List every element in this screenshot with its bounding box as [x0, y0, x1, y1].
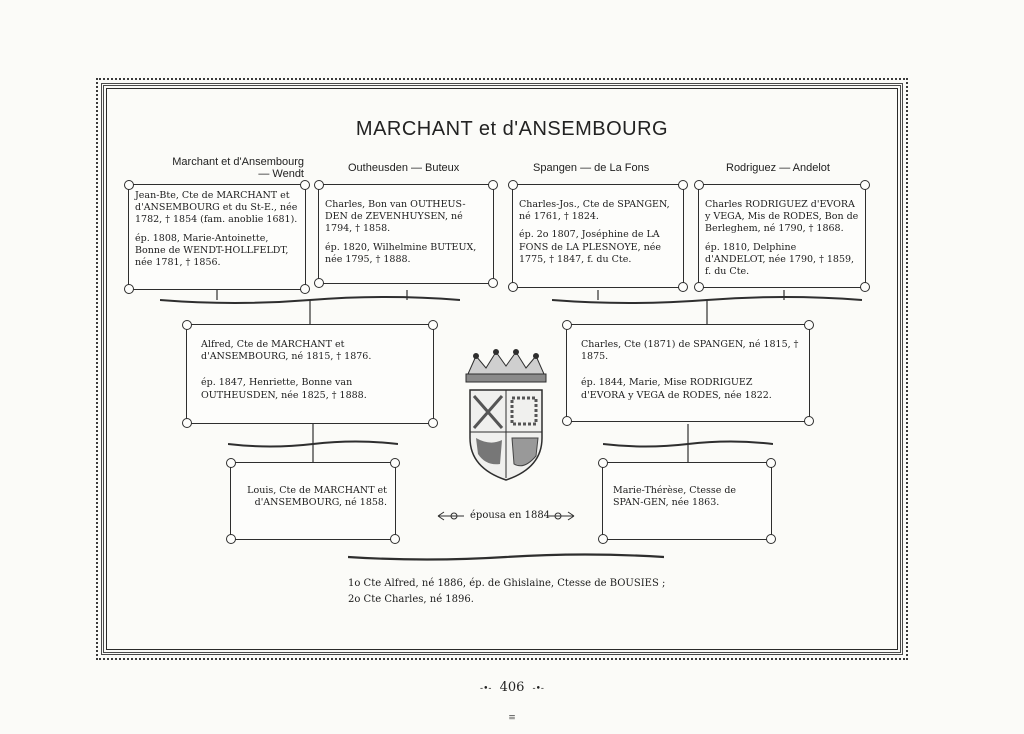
corner-ornament [428, 320, 438, 330]
corner-ornament [390, 534, 400, 544]
genealogy-box-jean-bte-marchant [128, 184, 306, 290]
page-number-line [0, 680, 1024, 695]
genealogy-box-charles-spangen [566, 324, 810, 422]
marriage-entry: ép. 1844, Marie, Mise RODRIGUEZ d'EVORA y VEGA de RODES, née 1822. [581, 377, 772, 401]
lineage-connector-to-louis [228, 424, 398, 462]
corner-ornament [598, 534, 608, 544]
printer-mark-icon: ≡ [508, 713, 516, 723]
genealogy-box-louis-marchant [230, 462, 396, 540]
marriage-entry: ép. 2o 1807, Joséphine de LA FONS de LA PLESNOYE, née 1775, † 1847, f. du Cte. [519, 229, 661, 265]
genealogy-box-charles-jos-spangen [512, 184, 684, 288]
corner-ornament [488, 278, 498, 288]
marriage-entry: ép. 1808, Marie-Antoinette, Bonne de WENDT-HOLLFELDT, née 1781, † 1856. [135, 232, 289, 269]
page-number: 406 [499, 680, 525, 695]
person-entry: Jean-Bte, Cte de MARCHANT et d'ANSEMBOURG et du St-E., née 1782, † 1854 (fam. anoblie 1681). [135, 190, 298, 226]
lineage-connector-to-marie-therese [603, 424, 773, 462]
corner-ornament [226, 534, 236, 544]
genealogy-box-charles-outheusden [318, 184, 494, 284]
column-heading-rodriguez: Rodriguez — Andelot [726, 162, 830, 174]
corner-ornament [300, 180, 310, 190]
corner-ornament [390, 458, 400, 468]
corner-ornament [226, 458, 236, 468]
column-heading-spangen: Spangen — de La Fons [533, 162, 650, 174]
corner-ornament [766, 534, 776, 544]
marriage-note: épousa en 1884 [470, 510, 551, 521]
lineage-connector-right [552, 290, 862, 324]
corner-ornament [694, 180, 704, 190]
genealogy-box-alfred-marchant [186, 324, 434, 424]
person-entry: Alfred, Cte de MARCHANT et d'ANSEMBOURG, né 1815, † 1876. [201, 339, 372, 363]
heading-line-1: Marchant et d'Ansembourg [172, 156, 304, 168]
person-entry: Louis, Cte de MARCHANT et d'ANSEMBOURG, né 1858. [247, 485, 387, 509]
child-entry-charles: 2o Cte Charles, né 1896. [348, 594, 474, 605]
corner-ornament [598, 458, 608, 468]
corner-ornament [182, 320, 192, 330]
corner-ornament [428, 418, 438, 428]
corner-ornament [488, 180, 498, 190]
corner-ornament [508, 282, 518, 292]
corner-ornament [562, 320, 572, 330]
person-entry: Charles RODRIGUEZ d'EVORA y VEGA, Mis de RODES, Bon de Berleghem, né 1790, † 1868. [705, 199, 859, 235]
marriage-entry: ép. 1820, Wilhelmine BUTEUX, née 1795, † 1888. [325, 241, 477, 265]
corner-ornament [182, 418, 192, 428]
corner-ornament [804, 416, 814, 426]
coat-of-arms-emblem [456, 346, 556, 486]
person-entry: Charles-Jos., Cte de SPANGEN, né 1761, † 1824. [519, 199, 670, 223]
page-number-ornament-right: -•- [532, 684, 544, 694]
person-entry: Charles, Cte (1871) de SPANGEN, né 1815, † 1875. [581, 339, 799, 363]
corner-ornament [314, 278, 324, 288]
person-entry: Charles, Bon van OUTHEUS-DEN de ZEVENHUYSEN, né 1794, † 1858. [325, 199, 466, 235]
corner-ornament [124, 284, 134, 294]
marriage-entry: ép. 1847, Henriette, Bonne van OUTHEUSDEN, née 1825, † 1888. [201, 377, 367, 401]
genealogy-box-charles-rodriguez [698, 184, 866, 288]
column-heading-marchant [140, 156, 304, 180]
column-heading-outheusden: Outheusden — Buteux [348, 162, 460, 174]
lineage-connector-left [160, 290, 460, 324]
page-number-ornament-left: -•- [480, 684, 492, 694]
corner-ornament [678, 180, 688, 190]
genealogy-box-marie-therese-spangen [602, 462, 772, 540]
corner-ornament [766, 458, 776, 468]
person-entry: Marie-Thérèse, Ctesse de SPAN-GEN, née 1863. [613, 485, 737, 509]
left-arrow-ornament-icon [436, 510, 466, 522]
corner-ornament [860, 180, 870, 190]
marriage-entry: ép. 1810, Delphine d'ANDELOT, née 1790, † 1859, f. du Cte. [705, 241, 855, 278]
page-title: MARCHANT et d'ANSEMBOURG [355, 118, 669, 140]
corner-ornament [508, 180, 518, 190]
right-arrow-ornament-icon [546, 510, 576, 522]
corner-ornament [124, 180, 134, 190]
heading-line-2: — Wendt [258, 168, 304, 180]
lineage-connector-children [348, 550, 664, 564]
corner-ornament [804, 320, 814, 330]
corner-ornament [562, 416, 572, 426]
corner-ornament [314, 180, 324, 190]
child-entry-alfred: 1o Cte Alfred, né 1886, ép. de Ghislaine, Ctesse de BOUSIES ; [348, 578, 666, 589]
